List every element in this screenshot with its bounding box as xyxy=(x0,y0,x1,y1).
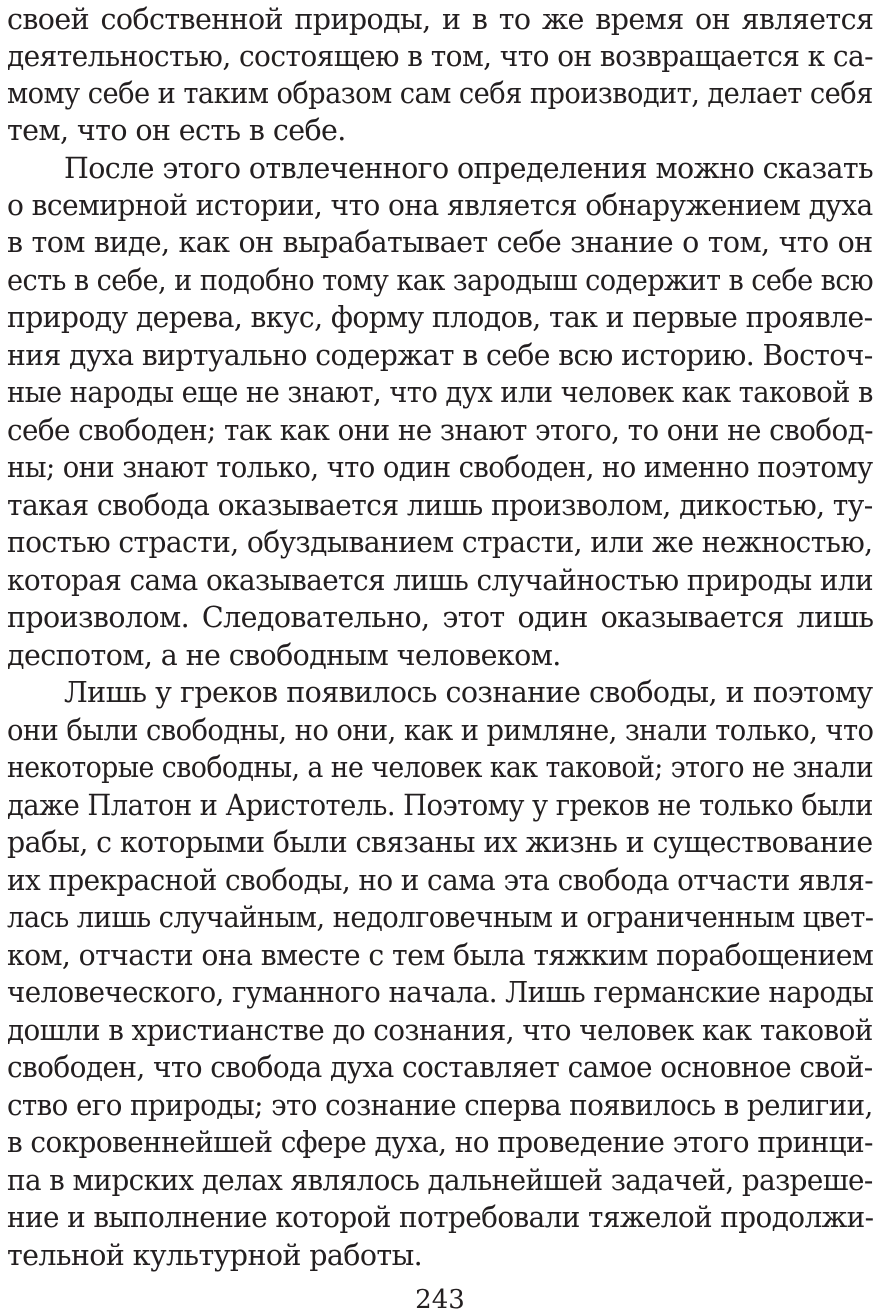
text-line: ные народы еще не знают, что дух или человек как таковой в xyxy=(7,376,873,409)
text-line: постью страсти, обуздыванием страсти, или же нежностью, xyxy=(7,526,873,559)
text-line: они были свободны, но они, как и римляне, знали только, что xyxy=(7,714,874,747)
text-line: даже Платон и Аристотель. Поэтому у греков не только были xyxy=(7,789,873,822)
text-line: произволом. Следовательно, этот один оказывается лишь xyxy=(7,601,874,634)
text-line: ны; они знают только, что один свободен, но именно поэтому xyxy=(7,451,873,484)
text-line: своей собственной природы, и в то же время он является xyxy=(7,3,874,36)
text-line: ния духа виртуально содержат в себе всю историю. Восточ- xyxy=(7,339,873,372)
text-line: есть в себе, и подобно тому как зародыш содержит в себе всю xyxy=(7,264,874,297)
text-line: которая сама оказывается лишь случайностью природы или xyxy=(7,564,873,597)
text-line: мому себе и таким образом сам себя производит, делает себя xyxy=(7,77,873,110)
text-line: себе свободен; так как они не знают этого, то они не свобод- xyxy=(7,414,873,447)
text-line: тельной культурной работы. xyxy=(7,1239,423,1272)
text-line: деспотом, а не свободным человеком. xyxy=(7,639,561,672)
text-line: ние и выполнение которой потребовали тяжелой продолжи- xyxy=(7,1201,874,1234)
text-line: лась лишь случайным, недолговечным и ограниченным цвет- xyxy=(7,901,874,934)
text-line: некоторые свободны, а не человек как таковой; этого не знали xyxy=(7,751,874,784)
text-line: человеческого, гуманного начала. Лишь германские народы xyxy=(7,976,874,1009)
text-line: в том виде, как он вырабатывает себе знание о том, что он xyxy=(7,226,873,259)
paragraph-first-line: После этого отвлеченного определения можно сказать xyxy=(64,152,874,185)
text-line: ство его природы; это сознание сперва появилось в религии, xyxy=(7,1089,873,1122)
text-line: дошли в христианстве до сознания, что человек как таковой xyxy=(7,1014,873,1047)
page-number: 243 xyxy=(415,1285,465,1315)
text-line: тем, что он есть в себе. xyxy=(7,114,346,147)
paragraph-first-line: Лишь у греков появилось сознание свободы, и поэтому xyxy=(64,676,873,709)
text-line: о всемирной истории, что она является обнаружением духа xyxy=(7,189,873,222)
text-line: их прекрасной свободы, но и сама эта свобода отчасти явля- xyxy=(7,864,874,897)
text-line: деятельностью, состоящею в том, что он возвращается к са- xyxy=(7,40,873,73)
text-line: па в мирских делах являлось дальнейшей задачей, разреше- xyxy=(7,1164,873,1197)
text-line: такая свобода оказывается лишь произволом, дикостью, ту- xyxy=(7,489,873,522)
text-line: ком, отчасти она вместе с тем была тяжким порабощением xyxy=(7,939,874,972)
text-line: природу дерева, вкус, форму плодов, так и первые проявле- xyxy=(7,301,873,334)
text-line: в сокровеннейшей сфере духа, но проведение этого принци- xyxy=(7,1126,873,1159)
text-line: рабы, с которыми были связаны их жизнь и существование xyxy=(7,826,873,859)
text-line: свободен, что свобода духа составляет самое основное свой- xyxy=(7,1051,873,1084)
